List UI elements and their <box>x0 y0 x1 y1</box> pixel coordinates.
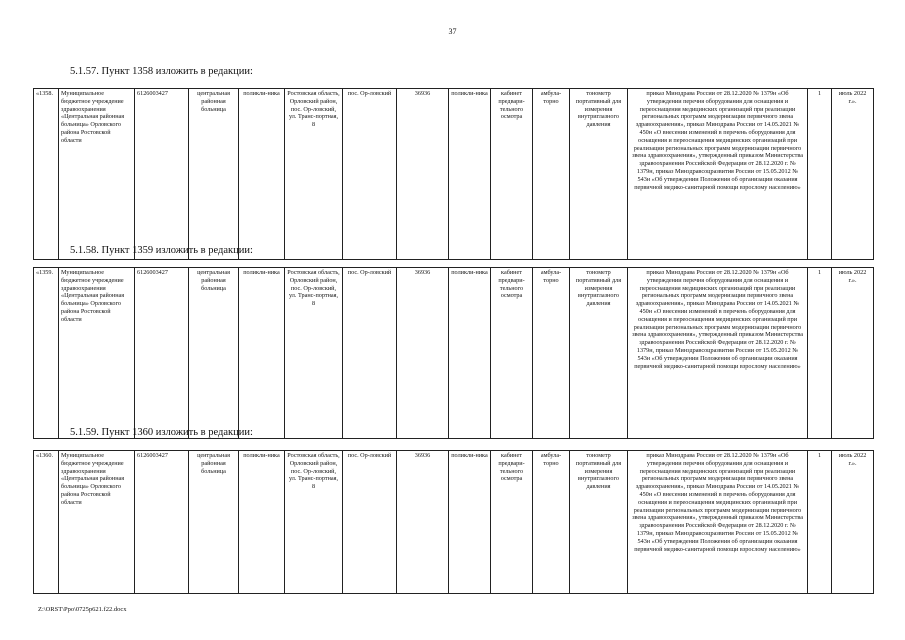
cell-organization: Муниципальное бюджетное учреждение здравоохранения «Центральная районная больница» Орловского района Ростовской области <box>59 89 135 260</box>
cell-department: поликли-ника <box>239 89 285 260</box>
cell-inn: 6126003427 <box>135 268 189 439</box>
cell-inn: 6126003427 <box>135 89 189 260</box>
cell-department-2: поликли-ника <box>449 451 491 594</box>
cell-quantity: 1 <box>808 89 832 260</box>
cell-organization: Муниципальное бюджетное учреждение здравоохранения «Центральная районная больница» Орловского района Ростовской области <box>59 268 135 439</box>
cell-org-type: центральная районная больница <box>189 268 239 439</box>
cell-legal-basis: приказ Минздрава России от 28.12.2020 № 1379н «Об утверждении перечня оборудования для оснащения и переоснащения медицинских организаций при реализации региональных программ модернизации первичного звена здравоохранения», приказ Минздрава России от 14.05.2021 № 450н «О внесении изменений в перечень оборудования для оснащения и переоснащения медицинских организаций при реализации региональных программ модернизации первичного звена здравоохранения», утвержденный приказом Министерства здравоохранения Российской Федерации от 28.12.2020 г. № 1379н, приказ Минздравсоцразвития России от 15.05.2012 № 543н «Об утверждении Положения об организации оказания первичной медико-санитарной помощи взрослому населению» <box>628 451 808 594</box>
cell-locality: пос. Ор-ловский <box>343 89 397 260</box>
cell-number: «1358. <box>34 89 59 260</box>
cell-legal-basis: приказ Минздрава России от 28.12.2020 № 1379н «Об утверждении перечня оборудования для оснащения и переоснащения медицинских организаций при реализации региональных программ модернизации первичного звена здравоохранения», приказ Минздрава России от 14.05.2021 № 450н «О внесении изменений в перечень оборудования для оснащения и переоснащения медицинских организаций при реализации региональных программ модернизации первичного звена здравоохранения», утвержденный приказом Министерства здравоохранения Российской Федерации от 28.12.2020 г. № 1379н, приказ Минздравсоцразвития России от 15.05.2012 № 543н «Об утверждении Положения об организации оказания первичной медико-санитарной помощи взрослому населению» <box>628 268 808 439</box>
section-heading: 5.1.59. Пункт 1360 изложить в редакции: <box>70 427 253 438</box>
cell-inn: 6126003427 <box>135 451 189 594</box>
cell-equipment: тонометр портативный для измерения внутриглазного давления <box>570 268 628 439</box>
cell-room: кабинет предвари-тельного осмотра <box>491 268 533 439</box>
cell-department: поликли-ника <box>239 268 285 439</box>
cell-number: «1359. <box>34 268 59 439</box>
table-row <box>34 89 874 260</box>
cell-address: Ростовская область, Орловский район, пос. Ор-ловский, ул. Транс-портная, 8 <box>285 89 343 260</box>
cell-equipment: тонометр портативный для измерения внутриглазного давления <box>570 89 628 260</box>
section-heading: 5.1.57. Пункт 1358 изложить в редакции: <box>70 66 253 77</box>
cell-number: «1360. <box>34 451 59 594</box>
cell-room: кабинет предвари-тельного осмотра <box>491 451 533 594</box>
cell-date: июль 2022 г.». <box>832 89 874 260</box>
page-number: 37 <box>448 27 457 36</box>
footer-file-path: Z:\ORST\Ppo\0725p621.f22.docx <box>38 606 127 613</box>
section-heading: 5.1.58. Пункт 1359 изложить в редакции: <box>70 245 253 256</box>
table-row <box>34 268 874 439</box>
cell-date: июль 2022 г.». <box>832 451 874 594</box>
cell-code: 36936 <box>397 89 449 260</box>
cell-date: июль 2022 г.». <box>832 268 874 439</box>
cell-care-mode: амбула-торно <box>533 89 570 260</box>
cell-address: Ростовская область, Орловский район, пос. Ор-ловский, ул. Транс-портная, 8 <box>285 451 343 594</box>
cell-care-mode: амбула-торно <box>533 268 570 439</box>
table-row <box>34 451 874 594</box>
cell-legal-basis: приказ Минздрава России от 28.12.2020 № 1379н «Об утверждении перечня оборудования для оснащения и переоснащения медицинских организаций при реализации региональных программ модернизации первичного звена здравоохранения», приказ Минздрава России от 14.05.2021 № 450н «О внесении изменений в перечень оборудования для оснащения и переоснащения медицинских организаций при реализации региональных программ модернизации первичного звена здравоохранения», утвержденный приказом Министерства здравоохранения Российской Федерации от 28.12.2020 г. № 1379н, приказ Минздравсоцразвития России от 15.05.2012 № 543н «Об утверждении Положения об организации оказания первичной медико-санитарной помощи взрослому населению» <box>628 89 808 260</box>
cell-department-2: поликли-ника <box>449 89 491 260</box>
cell-organization: Муниципальное бюджетное учреждение здравоохранения «Центральная районная больница» Орловского района Ростовской области <box>59 451 135 594</box>
cell-code: 36936 <box>397 268 449 439</box>
cell-org-type: центральная районная больница <box>189 89 239 260</box>
cell-code: 36936 <box>397 451 449 594</box>
cell-room: кабинет предвари-тельного осмотра <box>491 89 533 260</box>
cell-quantity: 1 <box>808 268 832 439</box>
cell-department: поликли-ника <box>239 451 285 594</box>
cell-department-2: поликли-ника <box>449 268 491 439</box>
cell-locality: пос. Ор-ловский <box>343 451 397 594</box>
cell-org-type: центральная районная больница <box>189 451 239 594</box>
amendment-table <box>33 267 874 439</box>
amendment-table <box>33 88 874 260</box>
cell-locality: пос. Ор-ловский <box>343 268 397 439</box>
cell-equipment: тонометр портативный для измерения внутриглазного давления <box>570 451 628 594</box>
amendment-table <box>33 450 874 594</box>
cell-quantity: 1 <box>808 451 832 594</box>
cell-address: Ростовская область, Орловский район, пос. Ор-ловский, ул. Транс-портная, 8 <box>285 268 343 439</box>
cell-care-mode: амбула-торно <box>533 451 570 594</box>
